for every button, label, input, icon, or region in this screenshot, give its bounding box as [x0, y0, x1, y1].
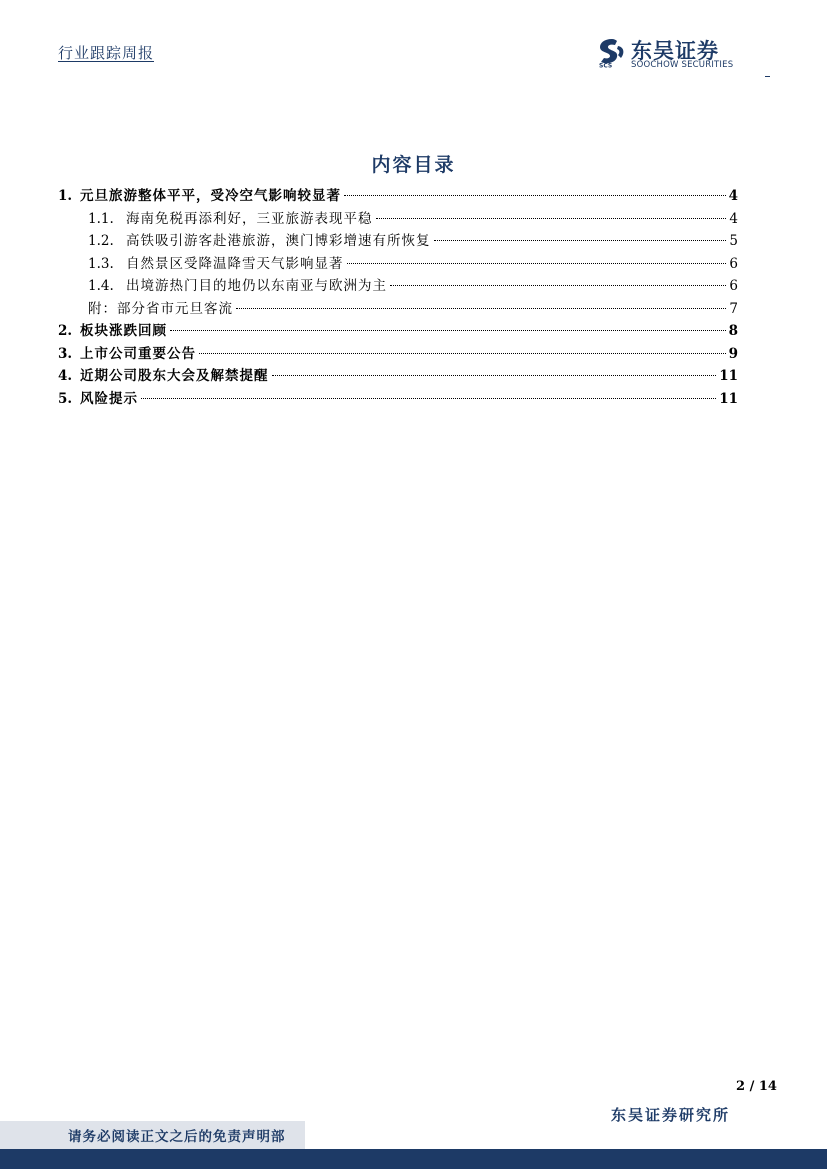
toc-entry[interactable] — [58, 388, 738, 411]
toc-dot-leader — [347, 263, 727, 264]
toc-entry-text: 风险提示 — [80, 390, 138, 407]
disclaimer-text: 请务必阅读正文之后的免责声明部 — [68, 1129, 286, 1145]
toc-entry-page: 7 — [729, 300, 738, 317]
toc-entry[interactable] — [58, 253, 738, 276]
toc-entry-page: 8 — [728, 323, 738, 339]
toc-dot-leader — [390, 285, 726, 286]
toc-entry-page: 4 — [729, 210, 738, 227]
toc-entry[interactable] — [58, 230, 738, 253]
toc-entry[interactable] — [58, 320, 738, 343]
toc-dot-leader — [199, 353, 726, 354]
toc-title: 内容目录 — [371, 154, 456, 176]
toc-entry-number: 4. — [58, 368, 73, 384]
toc-entry-page: 5 — [729, 233, 738, 249]
toc-entry-text: 上市公司重要公告 — [80, 345, 196, 362]
toc-entry[interactable] — [58, 343, 738, 366]
toc-entry-text: 近期公司股东大会及解禁提醒 — [80, 368, 269, 384]
toc-dot-leader — [344, 195, 726, 196]
toc-entry-text: 高铁吸引游客赴港旅游，澳门博彩增速有所恢复 — [126, 233, 431, 249]
toc-entry-number: 1. — [58, 188, 73, 204]
toc-entry[interactable] — [58, 365, 738, 388]
header-tick-mark — [765, 76, 770, 77]
toc-entry-page: 6 — [729, 255, 738, 272]
toc-entry-number: 1.2. — [88, 233, 114, 249]
toc-dot-leader — [376, 218, 727, 219]
logo-chinese-name: 东吴证券 — [631, 39, 719, 63]
toc-dot-leader — [236, 308, 726, 309]
report-type-label: 行业跟踪周报 — [58, 44, 155, 62]
toc-dot-leader — [272, 375, 717, 376]
page-number: 2 / 14 — [736, 1079, 777, 1094]
toc-entry-text: 元旦旅游整体平平，受冷空气影响较显著 — [80, 188, 341, 204]
toc-dot-leader — [170, 330, 726, 331]
logo-english-name: SOOCHOW SECURITIES — [631, 60, 734, 70]
toc-entry[interactable] — [58, 185, 738, 208]
toc-entry-page: 11 — [719, 368, 738, 384]
toc-dot-leader — [141, 398, 716, 399]
logo-mark-text: SCS — [599, 62, 613, 68]
logo-mark-icon — [598, 38, 626, 68]
toc-entry-number: 1.1. — [88, 210, 114, 227]
toc-entry-page: 4 — [728, 188, 738, 204]
toc-entry[interactable] — [58, 298, 738, 321]
toc-entry[interactable] — [58, 208, 738, 231]
research-institute-name: 东吴证券研究所 — [611, 1106, 731, 1124]
toc-dot-leader — [434, 240, 727, 241]
toc-entry-text: 出境游热门目的地仍以东南亚与欧洲为主 — [126, 278, 387, 294]
toc-entry-page: 6 — [729, 278, 738, 294]
toc-entry[interactable] — [58, 275, 738, 298]
toc-entry-page: 9 — [728, 345, 738, 362]
toc-entry-number: 2. — [58, 323, 73, 339]
header-underline — [58, 61, 154, 62]
toc-entry-number: 1.3. — [88, 255, 114, 272]
toc-entry-number: 5. — [58, 390, 73, 407]
toc-entry-text: 海南免税再添利好，三亚旅游表现平稳 — [126, 210, 373, 227]
toc-entry-page: 11 — [719, 390, 738, 407]
toc-entry-text: 自然景区受降温降雪天气影响显著 — [126, 255, 344, 272]
toc-list — [58, 185, 738, 410]
toc-entry-number: 3. — [58, 345, 73, 362]
toc-entry-text: 附：部分省市元旦客流 — [88, 300, 233, 317]
toc-entry-text: 板块涨跌回顾 — [80, 323, 167, 339]
company-logo — [598, 36, 763, 72]
footer-bar — [0, 1149, 827, 1169]
toc-entry-number: 1.4. — [88, 278, 114, 294]
